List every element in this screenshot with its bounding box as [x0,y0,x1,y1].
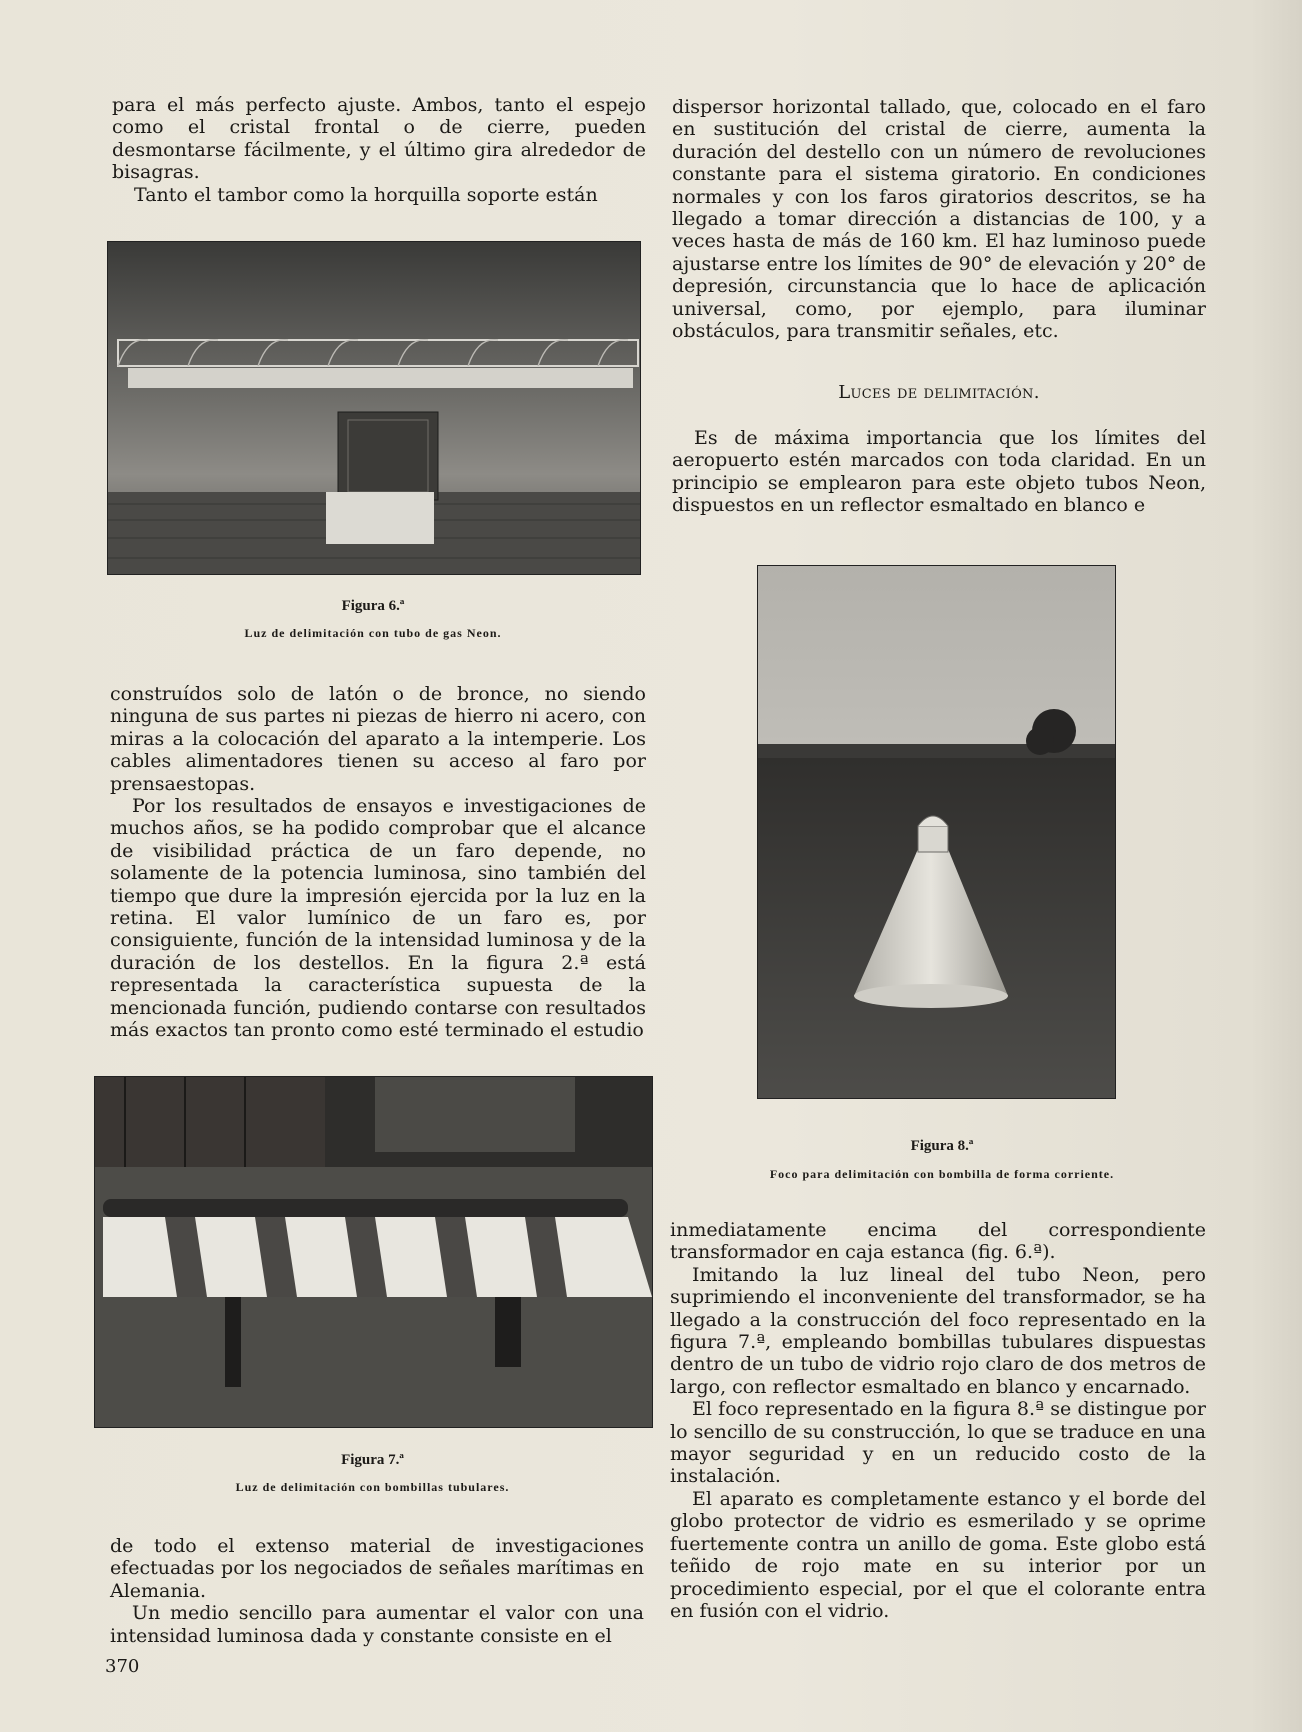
paragraph: El aparato es completamente estanco y el borde del globo protector de vidrio es esmerilado y se oprime fuertemente contra un anillo de goma. Este globo está teñido de rojo mate en su interior por un procedimiento especial, por el que el colorante entra en fusión con el vidrio. [670,1487,1206,1622]
figure-8-title: Figura 8.ª [910,1138,974,1154]
paragraph: Es de máxima importancia que los límites del aeropuerto estén marcados con toda claridad. En un principio se emplearon para este objeto tubos Neon, dispuestos en un reflector esmaltado en blanco e [672,426,1206,517]
page-number: 370 [105,1656,140,1677]
right-column-bottom-text [670,1219,1206,1622]
left-column-top-text [112,94,646,206]
left-column-bottom-text [110,1535,644,1647]
figure-7-photo [94,1076,653,1428]
figure-6-title: Figura 6.ª [341,598,405,614]
paragraph: Por los resultados de ensayos e investigaciones de muchos años, se ha podido comprobar que el alcance de visibilidad práctica de un faro depende, no solamente de la potencia luminosa, sino también del tiempo que dure la impresión ejercida por la luz en la retina. El valor lumínico de un faro es, por consiguiente, función de la intensidad luminosa y de la duración de los destellos. En la figura 2.ª está representada la característica supuesta de la mencionada función, pudiendo contarse con resultados más exactos tan pronto como esté terminado el estudio [110,795,646,1042]
section-heading: Luces de delimitación. [838,382,1040,404]
figure-8-caption: Foco para delimitación con bombilla de forma corriente. [769,1167,1115,1181]
paragraph: de todo el extenso material de investigaciones efectuadas por los negociados de señales marítimas en Alemania. [110,1535,644,1602]
figure-7-title: Figura 7.ª [341,1452,404,1468]
paragraph: Tanto el tambor como la horquilla soporte están [134,183,598,206]
figure-6-caption: Luz de delimitación con tubo de gas Neon. [244,626,502,640]
right-column-top-text [672,96,1206,517]
paragraph: El foco representado en la figura 8.ª se distingue por lo sencillo de su construcción, lo que se traduce en una mayor seguridad y en un reducido costo de la instalación. [670,1398,1206,1488]
paragraph: para el más perfecto ajuste. Ambos, tanto el espejo como el cristal frontal o de cierre, pueden desmontarse fácilmente, y el último gira alrededor de bisagras. [112,94,646,184]
paragraph: dispersor horizontal tallado, que, colocado en el faro en sustitución del cristal de cierre, aumenta la duración del destello con un número de revoluciones constante para el sistema giratorio. En condiciones normales y con los faros giratorios descritos, se ha llegado a tomar dirección a distancias de 100, y a veces hasta de más de 160 km. El haz luminoso puede ajustarse entre los límites de 90° de elevación y 20° de depresión, circunstancia que lo hace de aplicación universal, como, por ejemplo, para iluminar obstáculos, para transmitir señales, etc. [672,96,1206,343]
left-column-middle-text [110,683,646,1042]
figure-7-caption: Luz de delimitación con bombillas tubulares. [235,1480,510,1494]
paragraph: inmediatamente encima del correspondiente transformador en caja estanca (fig. 6.ª). [670,1219,1206,1264]
figure-6-photo [107,241,641,575]
paragraph: Imitando la luz lineal del tubo Neon, pero suprimiendo el inconveniente del transformador, se ha llegado a la construcción del foco representado en la figura 7.ª, empleando bombillas tubulares dispuestas dentro de un tubo de vidrio rojo claro de dos metros de largo, con reflector esmaltado en blanco y encarnado. [670,1263,1206,1398]
paragraph: Un medio sencillo para aumentar el valor con una intensidad luminosa dada y constante consiste en el [110,1602,644,1647]
paragraph: construídos solo de latón o de bronce, no siendo ninguna de sus partes ni piezas de hierro ni acero, con miras a la colocación del aparato a la intemperie. Los cables alimentadores tienen su acceso al faro por prensaestopas. [110,683,646,795]
figure-8-photo [757,565,1116,1099]
